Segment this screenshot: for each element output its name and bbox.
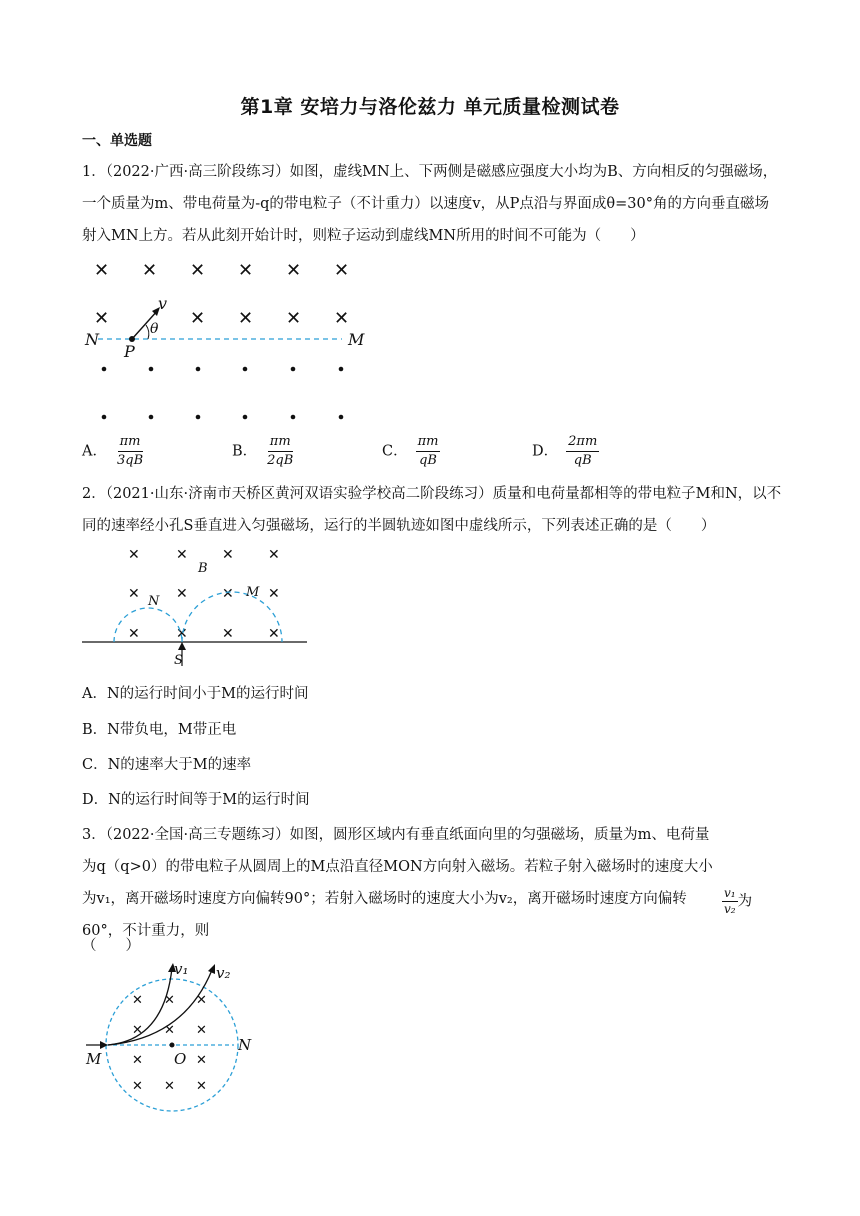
label-n: N bbox=[238, 1036, 252, 1054]
svg-text:✕: ✕ bbox=[176, 586, 188, 602]
svg-text:✕: ✕ bbox=[268, 547, 280, 563]
svg-text:✕: ✕ bbox=[132, 1079, 143, 1094]
fraction: $\frac{\pi m}{3qB}$ bbox=[116, 434, 144, 468]
svg-text:✕: ✕ bbox=[222, 626, 234, 642]
cross-mark: ✕ bbox=[142, 260, 158, 281]
q1-option-a[interactable] bbox=[82, 433, 145, 470]
svg-text:✕: ✕ bbox=[222, 586, 234, 602]
svg-text:✕: ✕ bbox=[268, 626, 280, 642]
cross-mark: ✕ bbox=[94, 260, 110, 281]
svg-text:✕: ✕ bbox=[164, 993, 175, 1008]
q3-ratio bbox=[722, 886, 752, 917]
q3-text: 3．（2022·全国·高三专题练习）如图，圆形区域内有垂直纸面向里的匀强磁场，质量为m、电荷量为q（q>0）的带电粒子从圆周上的M点沿直径MON方向射入磁场。若粒子射入磁场时的速度大小为v₁，离开磁场时速度方向偏转90°；若射入磁场时的速度大小为v₂，离开磁场时速度方向偏转60°，不计重力，则 bbox=[82, 827, 713, 939]
label-m: M bbox=[348, 330, 365, 349]
ratio-fraction: $\frac{\text{v₁}}{\text{v₂}}$ bbox=[724, 886, 736, 916]
svg-text:✕: ✕ bbox=[132, 1023, 143, 1038]
center-o bbox=[170, 1043, 175, 1048]
label-v2: v₂ bbox=[216, 964, 231, 982]
trajectory-n bbox=[114, 608, 182, 642]
label-v: v bbox=[158, 294, 168, 313]
svg-text:✕: ✕ bbox=[132, 1053, 143, 1068]
cross-mark: ✕ bbox=[238, 308, 254, 329]
svg-text:✕: ✕ bbox=[176, 626, 188, 642]
svg-text:✕: ✕ bbox=[196, 1023, 207, 1038]
q1-option-b[interactable] bbox=[232, 433, 295, 470]
cross-mark: ✕ bbox=[334, 260, 350, 281]
svg-text:✕: ✕ bbox=[196, 993, 207, 1008]
label-theta: θ bbox=[150, 321, 159, 337]
q2-option-a[interactable]: A．N的运行时间小于M的运行时间 bbox=[82, 686, 309, 702]
label-v1: v₁ bbox=[174, 960, 189, 978]
q2-option-d[interactable]: D．N的运行时间等于M的运行时间 bbox=[82, 792, 310, 808]
label-o: O bbox=[174, 1050, 187, 1068]
svg-text:✕: ✕ bbox=[128, 547, 140, 563]
label-s: S bbox=[174, 653, 183, 668]
option-label: C． bbox=[382, 443, 408, 460]
ratio-tail: 为 bbox=[737, 893, 753, 910]
svg-text:✕: ✕ bbox=[196, 1053, 207, 1068]
q1-field-dots bbox=[102, 367, 344, 420]
svg-text:✕: ✕ bbox=[128, 626, 140, 642]
svg-text:✕: ✕ bbox=[164, 1023, 175, 1038]
fraction: $\frac{\pi m}{qB}$ bbox=[417, 434, 439, 468]
q3-figure bbox=[84, 960, 274, 1110]
svg-text:✕: ✕ bbox=[268, 586, 280, 602]
cross-mark: ✕ bbox=[286, 260, 302, 281]
svg-text:✕: ✕ bbox=[128, 586, 140, 602]
svg-text:✕: ✕ bbox=[132, 993, 143, 1008]
q1-field-crosses bbox=[94, 260, 349, 329]
q1-option-d[interactable] bbox=[532, 433, 599, 470]
svg-text:✕: ✕ bbox=[164, 1079, 175, 1094]
cross-mark: ✕ bbox=[286, 308, 302, 329]
option-label: D． bbox=[532, 443, 559, 460]
q3-field-crosses bbox=[132, 993, 207, 1094]
cross-mark: ✕ bbox=[334, 308, 350, 329]
page-title: 第1章 安培力与洛伦兹力 单元质量检测试卷 bbox=[240, 96, 620, 118]
svg-text:✕: ✕ bbox=[196, 1079, 207, 1094]
cross-mark: ✕ bbox=[94, 308, 110, 329]
label-b: B bbox=[198, 561, 208, 576]
cross-mark: ✕ bbox=[190, 308, 206, 329]
cross-mark: ✕ bbox=[190, 260, 206, 281]
section-heading: 一、单选题 bbox=[82, 133, 152, 149]
q2-figure bbox=[82, 540, 312, 670]
label-m: M bbox=[246, 585, 260, 600]
q3-blank: （ ） bbox=[82, 938, 140, 954]
q1-text: 1．（2022·广西·高三阶段练习）如图，虚线MN上、下两侧是磁感应强度大小均为B、方向相反的匀强磁场，一个质量为m、带电荷量为-q的带电粒子（不计重力）以速度v，从P点沿与界面成θ=30°角的方向垂直磁场射入MN上方。若从此刻开始计时，则粒子运动到虚线MN所用的时间不可能为（ ） bbox=[82, 164, 778, 244]
cross-mark: ✕ bbox=[238, 260, 254, 281]
q1-figure bbox=[80, 255, 380, 425]
label-n: N bbox=[148, 594, 160, 609]
label-n: N bbox=[85, 330, 99, 349]
option-label: A． bbox=[82, 443, 107, 460]
q2-text: 2．（2021·山东·济南市天桥区黄河双语实验学校高二阶段练习）质量和电荷量都相等的带电粒子M和N，以不同的速率经小孔S垂直进入匀强磁场，运行的半圆轨迹如图中虚线所示，下列表述正确的是（ ） bbox=[82, 486, 782, 534]
label-m: M bbox=[86, 1050, 102, 1068]
option-label: B． bbox=[232, 443, 258, 460]
q2-option-b[interactable]: B．N带负电，M带正电 bbox=[82, 722, 237, 738]
fraction: $\frac{\pi m}{2qB}$ bbox=[267, 434, 294, 468]
q1-option-c[interactable] bbox=[382, 433, 440, 470]
svg-text:✕: ✕ bbox=[176, 547, 188, 563]
fraction: $\frac{2\pi m}{qB}$ bbox=[568, 434, 598, 468]
q2-option-c[interactable]: C．N的速率大于M的速率 bbox=[82, 757, 252, 773]
label-p: P bbox=[124, 342, 135, 361]
svg-text:✕: ✕ bbox=[222, 547, 234, 563]
